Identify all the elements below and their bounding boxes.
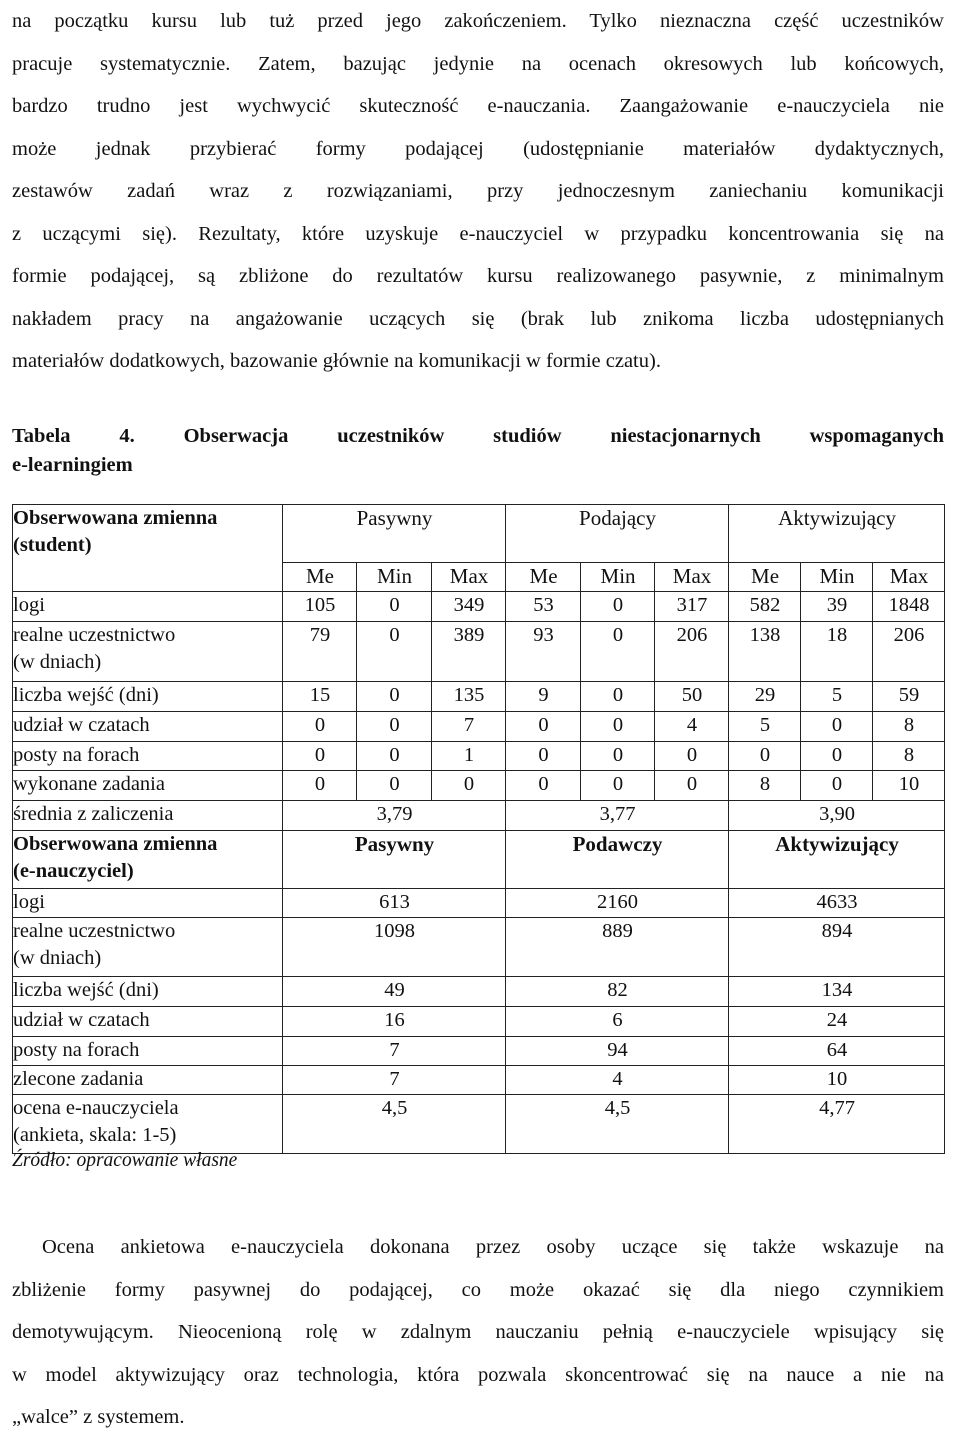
table-cell: 18 xyxy=(801,622,873,682)
text-line: bardzo trudno jest wychwycić skuteczność e-nauczania. Zaangażowanie e-nauczyciela nie xyxy=(12,95,944,117)
table-cell: 4 xyxy=(655,712,729,742)
table-row xyxy=(13,742,945,771)
table-cell: 0 xyxy=(283,771,357,801)
row-label-line: (w dniach) xyxy=(13,651,102,673)
row-label: liczba wejść (dni) xyxy=(13,977,283,1007)
document-page xyxy=(12,0,944,1428)
table-cell: 0 xyxy=(801,712,873,742)
table-cell: 138 xyxy=(729,622,801,682)
row-label: posty na forach xyxy=(13,742,283,771)
table-cell: 7 xyxy=(283,1066,506,1095)
table-cell: 0 xyxy=(357,622,432,682)
table-row xyxy=(13,1066,945,1095)
table-cell: 49 xyxy=(283,977,506,1007)
group-header: Aktywizujący xyxy=(729,505,945,563)
table-cell: 0 xyxy=(357,592,432,622)
table-cell: 0 xyxy=(506,771,581,801)
table-cell: 135 xyxy=(432,682,506,712)
table-cell: 0 xyxy=(357,771,432,801)
header-label-cell xyxy=(13,505,283,592)
table-cell: 93 xyxy=(506,622,581,682)
table-cell: 10 xyxy=(873,771,945,801)
text-line: nakładem pracy na angażowanie uczących się (brak lub znikoma liczba udostępnianych xyxy=(12,307,944,330)
subheader-cell: Max xyxy=(432,563,506,592)
row-label xyxy=(13,1095,283,1154)
table-cell: 1848 xyxy=(873,592,945,622)
header-label-cell xyxy=(13,831,283,889)
table-cell: 2160 xyxy=(506,889,729,918)
table-row xyxy=(13,1037,945,1066)
row-label xyxy=(13,918,283,977)
table-cell: 3,90 xyxy=(729,801,945,831)
table-cell: 15 xyxy=(283,682,357,712)
row-label-line: ocena e-nauczyciela xyxy=(13,1097,179,1119)
table-cell: 50 xyxy=(655,682,729,712)
subheader-cell: Min xyxy=(357,563,432,592)
row-label: zlecone zadania xyxy=(13,1066,283,1095)
row-label xyxy=(13,622,283,682)
text-line: „walce” z systemem. xyxy=(12,1406,185,1428)
table-cell: 0 xyxy=(581,712,655,742)
table-cell: 29 xyxy=(729,682,801,712)
table-cell: 0 xyxy=(357,712,432,742)
table-header-row xyxy=(13,831,945,889)
row-label-line: (w dniach) xyxy=(13,947,102,969)
table-cell: 7 xyxy=(432,712,506,742)
table-cell: 4,77 xyxy=(729,1095,945,1154)
table-row xyxy=(13,712,945,742)
text-line: demotywującym. Nieocenioną rolę w zdalnym nauczaniu pełnią e-nauczyciele wpisujący się xyxy=(12,1321,944,1343)
table-row xyxy=(13,771,945,801)
table-cell: 0 xyxy=(581,742,655,771)
row-label-line: realne uczestnictwo xyxy=(13,624,176,646)
table-cell: 0 xyxy=(283,712,357,742)
table-cell: 7 xyxy=(283,1037,506,1066)
subheader-cell: Max xyxy=(873,563,945,592)
table-row xyxy=(13,977,945,1007)
group-header: Pasywny xyxy=(283,831,506,889)
row-label: logi xyxy=(13,592,283,622)
group-header: Aktywizujący xyxy=(729,831,945,889)
table-cell: 0 xyxy=(357,742,432,771)
table-cell: 317 xyxy=(655,592,729,622)
table-cell: 4 xyxy=(506,1066,729,1095)
paragraph-top xyxy=(12,0,944,383)
table-cell: 894 xyxy=(729,918,945,977)
text-line: zbliżenie formy pasywnej do podającej, co może okazać się dla niego czynnikiem xyxy=(12,1278,944,1301)
row-label: liczba wejść (dni) xyxy=(13,682,283,712)
table-cell: 0 xyxy=(801,742,873,771)
subheader-cell: Min xyxy=(581,563,655,592)
table-cell: 349 xyxy=(432,592,506,622)
group-header: Podawczy xyxy=(506,831,729,889)
header-label: (e-nauczyciel) xyxy=(13,860,134,882)
table-cell: 8 xyxy=(873,742,945,771)
table-cell: 4,5 xyxy=(506,1095,729,1154)
subheader-cell: Me xyxy=(729,563,801,592)
text-line: pracuje systematycznie. Zatem, bazując jedynie na ocenach okresowych lub końcowych, xyxy=(12,52,944,75)
observation-table xyxy=(12,504,945,1154)
row-label: udział w czatach xyxy=(13,1007,283,1037)
table-cell: 0 xyxy=(581,622,655,682)
table-cell: 6 xyxy=(506,1007,729,1037)
table-row-average xyxy=(13,801,945,831)
table-cell: 0 xyxy=(655,771,729,801)
table-cell: 0 xyxy=(432,771,506,801)
group-header: Pasywny xyxy=(283,505,506,563)
table-caption xyxy=(12,422,944,480)
table-row xyxy=(13,918,945,977)
table-cell: 5 xyxy=(729,712,801,742)
table-cell: 0 xyxy=(581,771,655,801)
table-cell: 79 xyxy=(283,622,357,682)
header-label: Obserwowana zmienna xyxy=(13,507,218,529)
table-header-row xyxy=(13,505,945,563)
table-row xyxy=(13,889,945,918)
row-label: posty na forach xyxy=(13,1037,283,1066)
text-line: formie podającej, są zbliżone do rezultatów kursu realizowanego pasywnie, z minimalnym xyxy=(12,265,944,287)
caption-line: Tabela 4. Obserwacja uczestników studiów niestacjonarnych wspomaganych xyxy=(12,425,944,447)
table-cell: 8 xyxy=(729,771,801,801)
caption-line: e-learningiem xyxy=(12,454,133,476)
table-cell: 582 xyxy=(729,592,801,622)
table-cell: 64 xyxy=(729,1037,945,1066)
table-cell: 0 xyxy=(801,771,873,801)
table-cell: 134 xyxy=(729,977,945,1007)
table-cell: 39 xyxy=(801,592,873,622)
table-cell: 9 xyxy=(506,682,581,712)
text-line: zestawów zadań wraz z rozwiązaniami, przy jednoczesnym zaniechaniu komunikacji xyxy=(12,180,944,202)
table-cell: 0 xyxy=(283,742,357,771)
paragraph-bottom xyxy=(12,1226,944,1439)
table-cell: 1098 xyxy=(283,918,506,977)
table-cell: 94 xyxy=(506,1037,729,1066)
table-cell: 0 xyxy=(655,742,729,771)
table-row xyxy=(13,1007,945,1037)
text-line: może jednak przybierać formy podającej (udostępnianie materiałów dydaktycznych, xyxy=(12,137,944,160)
table-cell: 889 xyxy=(506,918,729,977)
table-cell: 5 xyxy=(801,682,873,712)
table-cell: 0 xyxy=(357,682,432,712)
subheader-cell: Min xyxy=(801,563,873,592)
table-cell: 206 xyxy=(873,622,945,682)
row-label-line: realne uczestnictwo xyxy=(13,920,176,942)
table-cell: 389 xyxy=(432,622,506,682)
table-cell: 4633 xyxy=(729,889,945,918)
table-cell: 0 xyxy=(506,742,581,771)
header-label: (student) xyxy=(13,534,92,556)
table-row xyxy=(13,1095,945,1154)
row-label: średnia z zaliczenia xyxy=(13,801,283,831)
table-cell: 206 xyxy=(655,622,729,682)
table-cell: 24 xyxy=(729,1007,945,1037)
table-cell: 0 xyxy=(506,712,581,742)
table-cell: 4,5 xyxy=(283,1095,506,1154)
table-row xyxy=(13,592,945,622)
table-cell: 59 xyxy=(873,682,945,712)
table-cell: 613 xyxy=(283,889,506,918)
header-label: Obserwowana zmienna xyxy=(13,833,218,855)
text-line: materiałów dodatkowych, bazowanie głównie na komunikacji w formie czatu). xyxy=(12,350,661,372)
table-cell: 3,77 xyxy=(506,801,729,831)
table-cell: 16 xyxy=(283,1007,506,1037)
table-cell: 105 xyxy=(283,592,357,622)
table-source: Źródło: opracowanie własne xyxy=(12,1150,238,1171)
text-line: Ocena ankietowa e-nauczyciela dokonana przez osoby uczące się także wskazuje na xyxy=(42,1236,944,1258)
table-cell: 1 xyxy=(432,742,506,771)
table-cell: 0 xyxy=(581,682,655,712)
row-label: logi xyxy=(13,889,283,918)
table-cell: 3,79 xyxy=(283,801,506,831)
table-cell: 0 xyxy=(581,592,655,622)
row-label: wykonane zadania xyxy=(13,771,283,801)
text-line: na początku kursu lub tuż przed jego zakończeniem. Tylko nieznaczna część uczestników xyxy=(12,10,944,32)
table-cell: 8 xyxy=(873,712,945,742)
subheader-cell: Me xyxy=(506,563,581,592)
table-row xyxy=(13,682,945,712)
group-header: Podający xyxy=(506,505,729,563)
table-cell: 10 xyxy=(729,1066,945,1095)
row-label: udział w czatach xyxy=(13,712,283,742)
text-line: z uczącymi się). Rezultaty, które uzyskuje e-nauczyciel w przypadku koncentrowania się na xyxy=(12,222,944,245)
table-cell: 82 xyxy=(506,977,729,1007)
table-row xyxy=(13,622,945,682)
table-cell: 0 xyxy=(729,742,801,771)
subheader-cell: Max xyxy=(655,563,729,592)
text-line: w model aktywizujący oraz technologia, która pozwala skoncentrować się na nauce a nie na xyxy=(12,1363,944,1386)
subheader-cell: Me xyxy=(283,563,357,592)
table-cell: 53 xyxy=(506,592,581,622)
row-label-line: (ankieta, skala: 1-5) xyxy=(13,1124,177,1146)
